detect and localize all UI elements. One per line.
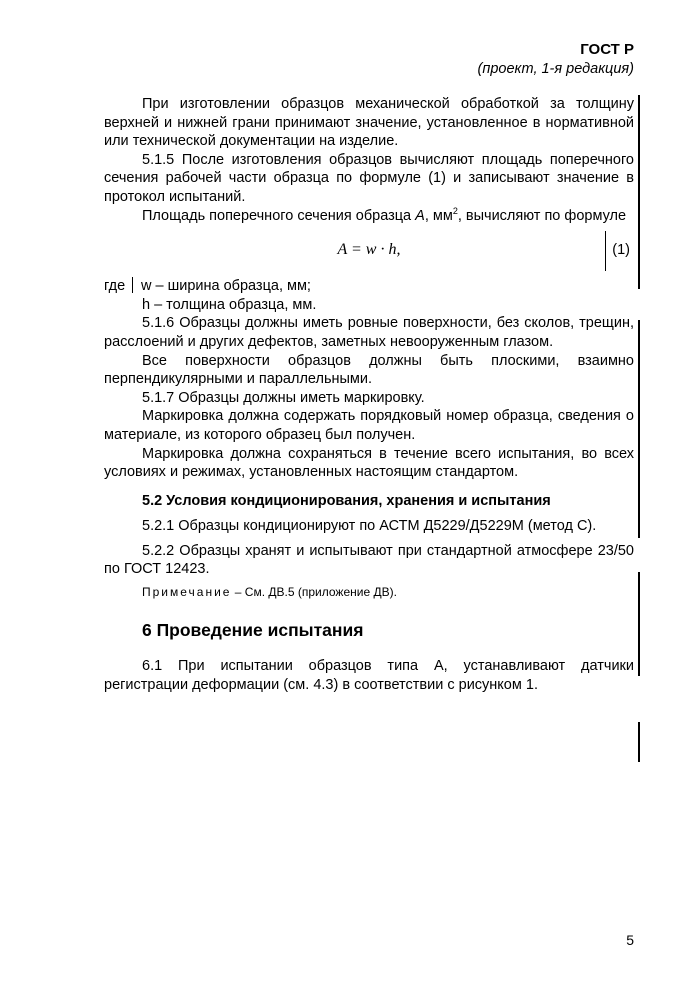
page-number: 5 — [626, 932, 634, 948]
edition-status: (проект, 1-я редакция) — [477, 61, 634, 77]
area-unit: , мм — [424, 207, 453, 224]
where-line-h: h – толщина образца, мм. — [142, 296, 317, 313]
where-line-w — [104, 277, 634, 296]
paragraph: При изготовлении образцов механической обработкой за толщину верхней и нижней грани принимают значение, установленное в нормативной или технической документации на изделие. — [104, 96, 634, 150]
note-label: Примечание — [142, 585, 232, 600]
paragraph-5-2-1: 5.2.1 Образцы кондиционируют по АСТМ Д5229/Д5229М (метод С). — [142, 518, 597, 535]
where-w: w – ширина образца, мм; — [141, 278, 311, 295]
formula-number: (1) — [612, 242, 630, 259]
change-bar — [638, 320, 640, 538]
paragraph: Маркировка должна сохраняться в течение всего испытания, во всех условиях и режимах, установленных настоящим стандартом. — [104, 445, 634, 481]
section-heading-6: 6 Проведение испытания — [142, 619, 364, 640]
paragraph: Все поверхности образцов должны быть плоскими, взаимно перпендикулярными и параллельными. — [104, 352, 634, 388]
area-tail: , вычисляют по формуле — [457, 207, 627, 224]
where-divider — [132, 277, 133, 293]
formula: A = w · h, — [337, 241, 401, 259]
paragraph-5-1-6: 5.1.6 Образцы должны иметь ровные поверхности, без сколов, трещин, расслоений и других дефектов, заметных невооруженным глазом. — [104, 315, 634, 350]
paragraph-area — [104, 207, 634, 226]
area-unit-exponent: 2 — [452, 205, 458, 216]
change-bar — [638, 722, 640, 762]
change-bar — [638, 572, 640, 676]
area-lead: Площадь поперечного сечения образца — [142, 207, 412, 224]
standard-code: ГОСТ Р — [580, 41, 634, 58]
note-text: – См. ДВ.5 (приложение ДВ). — [231, 585, 397, 600]
document-body — [104, 95, 634, 694]
paragraph-5-2-2: 5.2.2 Образцы хранят и испытывают при стандартной атмосфере 23/50 по ГОСТ 12423. — [104, 542, 634, 578]
paragraph: Маркировка должна содержать порядковый номер образца, сведения о материале, из которого образец был получен. — [104, 408, 634, 443]
change-bar — [638, 95, 640, 289]
formula-divider — [605, 231, 606, 271]
where-word: где — [104, 278, 126, 295]
edition-status-text: проект, 1-я редакция — [482, 61, 630, 77]
paragraph-5-1-7: 5.1.7 Образцы должны иметь маркировку. — [142, 389, 425, 406]
paragraph-5-1-5: 5.1.5 После изготовления образцов вычисляют площадь поперечного сечения рабочей части образца по формуле (1) и записывают значение в протокол испытаний. — [104, 151, 634, 205]
area-variable: A — [415, 207, 425, 224]
paragraph-6-1: 6.1 При испытании образцов типа А, устанавливают датчики регистрации деформации (см. 4.3) в соответствии с рисунком 1. — [104, 658, 634, 693]
formula-row — [104, 231, 634, 271]
page-header — [478, 40, 635, 79]
section-heading-5-2: 5.2 Условия кондиционирования, хранения и испытания — [142, 492, 551, 509]
note — [104, 583, 634, 602]
